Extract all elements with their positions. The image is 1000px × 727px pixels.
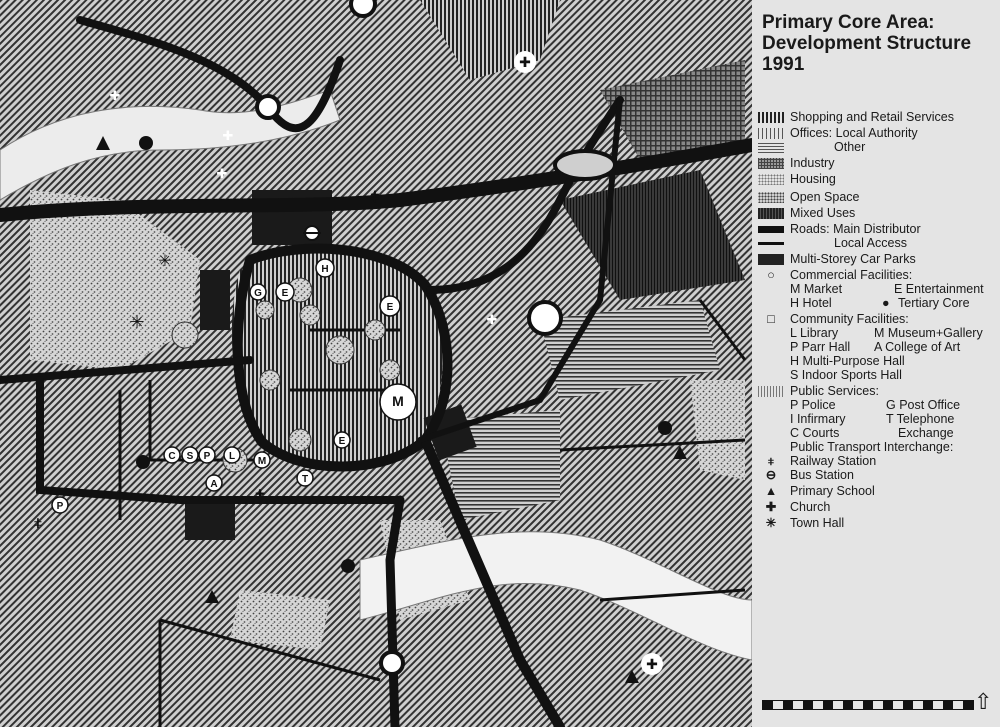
community-line-2b: A College of Art [874,340,961,354]
facility-marker-e [334,432,350,448]
facility-marker-m [254,452,270,468]
swatch [758,254,784,265]
facility-marker-t [297,470,313,486]
transport-heading: Public Transport Interchange: [790,440,954,454]
community-heading: Community Facilities: [790,312,909,326]
tertiary-core-icon [658,421,672,435]
town-hall-icon [158,251,171,270]
railway-station-icon [34,513,42,532]
church-icon: ✚ [765,500,777,514]
legend-item-housing [758,172,836,186]
ps-line-3b: Exchange [898,426,954,440]
svg-text:✳: ✳ [158,251,172,270]
legend-label: Industry [790,156,835,170]
public-services-heading: Public Services: [790,384,879,398]
tertiary-core-icon [341,559,355,573]
facility-marker-a [206,475,222,491]
legend-label: Primary School [790,484,875,498]
commercial-line-1a: M Market [790,282,843,296]
community-line-1a: L Library [790,326,839,340]
legend-label: Town Hall [790,516,845,530]
church-icon [255,487,265,501]
legend-bus-station [758,468,854,482]
tertiary-core-dot-icon: ● [882,296,890,310]
title-line-3: 1991 [762,54,805,75]
community-line-3: H Multi-Purpose Hall [790,354,905,368]
primary-school-icon: ▲ [764,484,778,498]
marker-letter: G [254,288,262,299]
legend-label: Housing [790,172,836,186]
legend-public-services [758,384,879,398]
map-legend [752,0,1000,727]
ps-line-1b: G Post Office [886,398,961,412]
ps-line-2a: I Infirmary [790,412,846,426]
ps-line-3a: C Courts [790,426,840,440]
car-park-1 [200,270,230,330]
facility-marker-p [52,497,68,513]
svg-text:✚: ✚ [486,313,498,328]
commercial-heading: Commercial Facilities: [790,268,913,282]
marker-letter: A [210,479,218,490]
town-hall-icon [129,312,144,333]
swatch [758,174,784,185]
church-icon [514,51,536,73]
church-icon [641,653,663,675]
legend-item-main-distributor [758,222,921,236]
legend-item-offices-local [758,126,918,140]
svg-text:✚: ✚ [109,89,121,104]
facility-marker-e [380,296,400,316]
ps-line-2b: T Telephone [886,412,955,426]
scale-bar [762,700,974,710]
community-line-1b: M Museum+Gallery [874,326,983,340]
svg-text:✳: ✳ [129,312,145,333]
commercial-line-2b: Tertiary Core [898,296,970,310]
facility-marker-h [316,259,334,277]
north-arrow-icon: ⇧ [974,689,993,714]
flyover [555,151,615,179]
marker-letter: C [168,451,176,462]
legend-label: Bus Station [790,468,854,482]
swatch [758,208,784,219]
legend-label: Mixed Uses [790,206,856,220]
legend-label: Shopping and Retail Services [790,110,954,124]
facility-marker-e [276,283,294,301]
facility-marker-l [224,447,240,463]
bus-station-icon [303,226,321,240]
swatch [758,112,784,123]
title-line-2: Development Structure [762,33,972,54]
legend-item-car-parks [758,252,916,266]
legend-item-open-space [758,190,860,204]
marker-letter: T [301,474,309,485]
legend-town-hall [758,516,844,530]
church-icon [223,129,234,144]
marker-letter: M [257,456,267,467]
svg-text:⧧: ⧧ [370,186,380,207]
swatch [758,142,784,153]
legend-label: Church [790,500,831,514]
swatch [758,238,784,249]
town-hall-icon: ✳ [765,516,777,530]
svg-text:⧧: ⧧ [33,513,43,532]
swatch [758,386,784,397]
facility-marker-p [199,447,215,463]
tertiary-core-icon [136,455,150,469]
legend-label: Local Access [834,236,907,250]
car-park-3 [185,500,235,540]
svg-text:✚: ✚ [216,167,228,182]
church-icon [110,89,121,104]
legend-label: Roads: Main Distributor [790,222,921,236]
ps-line-1a: P Police [790,398,836,412]
legend-item-offices-other [758,140,865,154]
svg-text:✚: ✚ [646,657,658,673]
legend-railway-station [758,454,876,468]
marker-letter: E [386,302,394,313]
legend-label: Railway Station [790,454,877,468]
facility-marker-m [380,384,416,420]
swatch [758,158,784,169]
svg-text:✚: ✚ [519,55,531,71]
church-icon [487,313,498,328]
swatch [758,128,784,139]
legend-label: Offices: Local Authority [790,126,918,140]
railway-station-icon: ⧧ [767,454,775,468]
commercial-line-2a: H Hotel [790,296,832,310]
legend-item-mixed-uses [758,206,855,220]
open-space-southwest [230,590,330,650]
legend-label: Open Space [790,190,860,204]
marker-letter: H [321,264,329,275]
marker-letter: P [56,501,64,512]
community-line-2a: P Parr Hall [790,340,851,354]
legend-church [758,500,830,514]
tertiary-core-icon [139,136,153,150]
swatch [758,192,784,203]
legend-item-local-access [758,236,907,250]
bus-station-icon: ⊖ [765,468,777,482]
marker-letter: P [203,451,211,462]
marker-letter: S [186,451,194,462]
legend-item-industry [758,156,834,170]
community-square-icon: □ [767,312,775,326]
railway-station-icon [370,186,379,207]
title-line-1: Primary Core Area: [762,12,935,33]
legend-label: Other [834,140,866,154]
legend-community [758,312,909,326]
marker-letter: E [338,436,346,447]
legend-item-shopping [758,110,954,124]
marker-letter: M [392,393,404,409]
marker-letter: L [228,451,236,462]
swatch [758,224,784,235]
legend-title [762,12,998,75]
marker-letter: E [281,288,289,299]
facility-marker-s [182,447,198,463]
svg-text:✚: ✚ [222,129,234,144]
svg-text:✚: ✚ [254,487,266,501]
facility-marker-c [164,447,180,463]
community-line-4: S Indoor Sports Hall [790,368,902,382]
facility-marker-g [250,284,266,300]
commercial-line-1b: E Entertainment [894,282,984,296]
commercial-circle-icon: ○ [767,268,775,282]
church-icon [217,167,228,182]
legend-label: Multi-Storey Car Parks [790,252,916,266]
legend-commercial [758,268,912,282]
legend-primary-school [758,484,875,498]
